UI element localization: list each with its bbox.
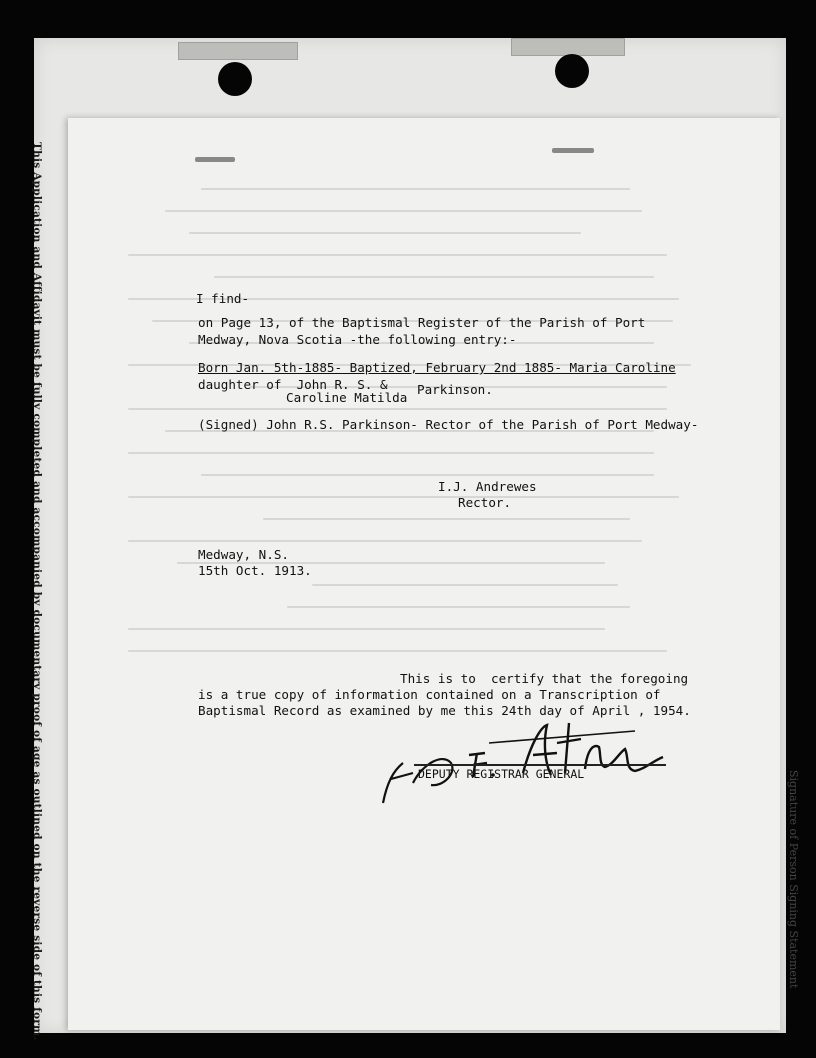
baptism-date: Baptized, February 2nd 1885- bbox=[342, 360, 562, 375]
father-line: daughter of John R. S. & bbox=[198, 377, 388, 392]
side-instruction-note: This Application and Affidavit must be fully completed and accompanied by documentary proof of age as outlined on the reverse side of this form. bbox=[31, 142, 43, 1041]
birth-baptism-entry bbox=[198, 359, 676, 376]
birth-date: Born Jan. 5th-1885- bbox=[198, 360, 343, 375]
punch-hole bbox=[555, 54, 589, 88]
family-surname: Parkinson. bbox=[417, 382, 493, 397]
child-name: Maria Caroline bbox=[561, 360, 676, 375]
register-reference-line-2: Medway, Nova Scotia -the following entry:- bbox=[198, 332, 517, 347]
certification-line-1: This is to certify that the foregoing bbox=[400, 671, 689, 686]
signed-statement: (Signed) John R.S. Parkinson- Rector of the Parish of Port Medway- bbox=[198, 417, 699, 432]
mother-name: Caroline Matilda bbox=[286, 390, 408, 405]
side-signature-caption: Signature of Person Signing Statement bbox=[787, 770, 800, 989]
signatory-name: I.J. Andrewes bbox=[438, 479, 537, 494]
tape-strip bbox=[178, 42, 298, 60]
baptismal-record-page bbox=[68, 118, 780, 1030]
register-reference-line-1: on Page 13, of the Baptismal Register of the Parish of Port bbox=[198, 315, 646, 330]
certification-line-2: is a true copy of information contained on a Transcription of bbox=[198, 687, 661, 702]
punch-hole bbox=[218, 62, 252, 96]
signer-title: DEPUTY REGISTRAR GENERAL bbox=[418, 767, 585, 781]
record-date: 15th Oct. 1913. bbox=[198, 563, 312, 578]
signatory-title: Rector. bbox=[458, 495, 512, 510]
handwritten-signature bbox=[373, 713, 673, 808]
staple-mark bbox=[195, 157, 235, 162]
intro-text: I find- bbox=[196, 291, 250, 306]
certification-line-3: Baptismal Record as examined by me this 24th day of April , 1954. bbox=[198, 703, 691, 718]
place-text: Medway, N.S. bbox=[198, 547, 289, 562]
staple-mark bbox=[552, 148, 594, 153]
